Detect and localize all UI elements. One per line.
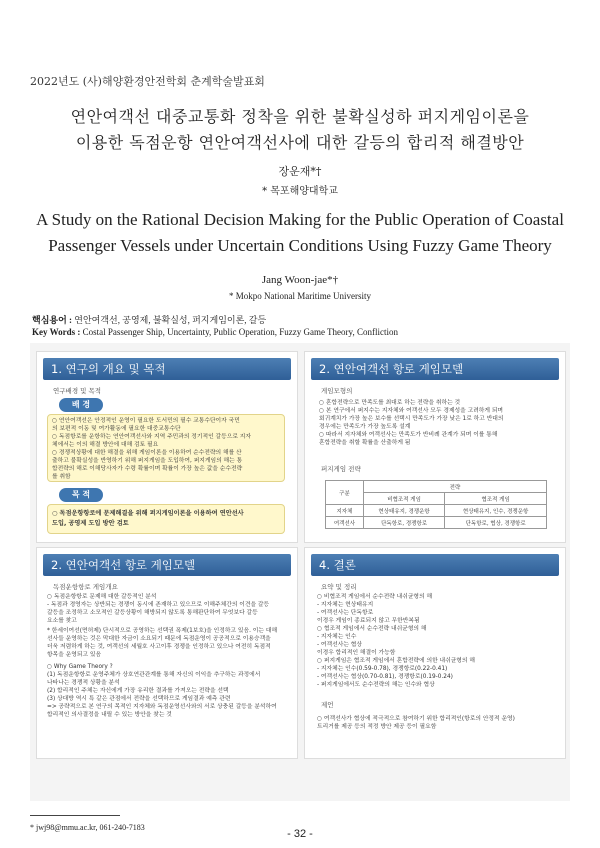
keywords-ko-label: 핵심용어 : [32,315,73,325]
text-line: 출하고 불확실성을 반영하기 위해 퍼지게임을 도입하여, 퍼지게임의 해는 통 [52,458,243,464]
panel-subheading: 게임모형의 [321,387,353,395]
panel-heading: 1. 연구의 개요 및 목적 [43,358,291,380]
table-col-header: 비협조적 게임 [363,493,444,505]
text-line: 나타나는 경쟁적 상황을 분석 [47,680,120,686]
korean-title-line2: 이용한 독점운항 연안여객선사에 대한 갈등의 합리적 해결방안 [75,133,525,152]
text-line: 경우에는 만족도가 가장 높도록 설계 [319,424,411,430]
text-line: ○ 독점운항항로 문제해 대한 갈등적인 분석 [47,594,157,600]
english-affiliation: * Mokpo National Maritime University [229,291,371,301]
poster-panel-intro [36,351,298,543]
text-line: - 여객선사는 협상(0.70-0.81), 경쟁항로(0.19-0.24) [317,674,453,680]
text-line: 도입, 공영제 도입 방안 검토 [52,520,129,527]
text-line: ○ 경쟁적상황에 대한 해결을 위해 게임이론을 이용하여 순수전략의 해를 산 [52,450,242,456]
table-group-header: 전략 [363,481,546,493]
table-cell: 현상태유지, 경쟁운항 [363,505,444,517]
text-line: ○ Why Game Theory ? [47,664,113,670]
footnote: * jwj98@mmu.ac.kr, 061-240-7183 [30,823,145,832]
text-line: - 지자체는 인수(0.59-0.78), 경쟁항로(0.22-0.41) [317,666,448,672]
text-line: ○ 따라서 지자체와 여객선사는 만족도가 반비례 관계가 되며 이를 통해 [319,432,498,438]
panel-subheading: 독점운항항로 게임개요 [53,583,118,591]
text-line: - 지자체는 인수 [317,634,357,640]
english-title-line1: A Study on the Rational Decision Making for the Public Operation of Coastal [36,210,564,229]
text-line: - 여객선사는 단독항로 [317,610,374,616]
text-line: 의 보편적 이동 및 여가활동에 필요한 대중교통수단 [52,426,181,432]
text-line: 합전략의 해로 이해당사자가 수령 확률이며 확률이 가장 높은 값을 순수전략 [52,466,243,472]
keywords-korean [32,313,266,326]
text-line: 더욱 저렴하게 하는 것, 여객선의 세월호 사고이후 경쟁을 인정하고 있으나 여전히 독점적 [47,644,271,650]
text-line: 이경우 합리적인 해결이 가능함 [317,650,396,656]
panel-subheading: 연구배경 및 목적 [53,387,102,395]
korean-title-line1: 연안여객선 대중교통화 정착을 위한 불확실성하 퍼지게임이론을 [70,107,530,126]
purpose-pill: 목 적 [59,488,103,502]
text-line: 회귀계치가 가장 높은 보수를 선택시 만족도가 가장 낮은 1로 하고 반대의 [319,416,504,422]
panel-subheading: 퍼지게임 전략 [321,465,361,473]
text-line: ○ 퍼지게임은 협조적 게임에서 혼합전략에 의한 내쉬균형의 해 [317,658,475,664]
text-line: * 한세이여선(면허제) 단시적으로 공영하는 선택권 폭제(1보호)을 인정하고 있음. 이는 대해 [47,628,278,634]
table-row-label: 여객선사 [326,517,364,529]
text-line: 이경우 게임이 종료되지 않고 무한반복됨 [317,618,420,624]
table-row-label: 지자체 [326,505,364,517]
text-line: 요소를 찾고 [47,618,77,624]
text-line: ○ 혼합전략으로 만족도를 최대로 하는 전략을 취하는 것 [319,400,461,406]
panel-subheading: 제언 [321,701,334,709]
poster-panel-game-model [304,351,566,543]
english-title-line2: Passenger Vessels under Uncertain Conditions Using Fuzzy Game Theory [48,236,552,255]
panel-heading: 2. 연안여객선 항로 게임모델 [311,358,559,380]
text-line: ○ 협조적 게임에서 순수전략 내쉬균형의 해 [317,626,427,632]
text-line: - 지자체는 현상태유지 [317,602,374,608]
table-cell: 단독항로, 경쟁항로 [363,517,444,529]
text-line: (3) 상대방 역시 특 같은 관점에서 전략을 선택하므로 게임결과 예측 관련 [47,696,231,702]
text-line: (1) 독점운항항로 운영주체가 상호연관관계를 통해 자신의 이익을 추구하는 과정에서 [47,672,261,678]
poster-panel-game-overview [36,547,298,759]
text-line: 합리적인 의사결정을 내릴 수 있는 방안을 찾는 것 [47,712,172,718]
text-line: - 퍼지게임에서도 순수전략의 해는 인수와 협상 [317,682,435,688]
text-line: 체에서는 이의 해결 방안에 대해 검토 필요 [52,442,159,448]
poster-panel-conclusion [304,547,566,759]
text-line: 선사들 운영하는 것은 막대한 자금이 소요되기 때문에 독점운영이 공공적으로 이용승객을 [47,636,271,642]
korean-affiliation: * 목포해양대학교 [262,186,338,197]
korean-author: 장운재*† [278,165,322,178]
panel-heading: 4. 결론 [311,554,559,576]
background-box [47,414,285,482]
table-col-header: 협조적 게임 [445,493,547,505]
text-line: ○ 독점운항항로에 문제해결을 위해 퍼지게임이론을 이용하여 연안선사 [52,510,244,517]
keywords-ko-text: 연안여객선, 공영제, 불확실성, 퍼지게임이론, 갈등 [74,315,267,325]
text-line: 항목을 운영되고 있음 [47,652,102,658]
keywords-english [32,327,398,337]
table-corner-label: 구분 [326,481,364,505]
text-line: ○ 연안여객선은 안정적인 운영이 필요한 도서민의 필수 교통수단이자 국민 [52,418,240,424]
background-pill: 배 경 [59,398,103,412]
text-line: (2) 합리적인 주체는 자신에게 가장 유리한 결과를 가져오는 전략을 선택 [47,688,229,694]
text-line: => 공략적으로 본 연구의 목적인 지자체와 독점운영선사와의 서로 상충된 갈등을 분석하여 [47,704,277,710]
poster-figure [30,343,570,801]
english-author: Jang Woon-jae*† [261,274,339,286]
text-line: ○ 여객선사가 협상에 적극적으로 참여하기 위한 합리적인(항로의 안정적 운영) [317,716,515,722]
panel-heading: 2. 연안여객선 항로 게임모델 [43,554,291,576]
table-cell: 단독항로, 협상, 경쟁항로 [445,517,547,529]
text-line: ○ 독점항로를 운항하는 연안여객선사와 지역 주민과의 정기적인 갈등으로 지자 [52,434,251,440]
text-line: - 여객선사는 협상 [317,642,362,648]
strategy-table [325,480,547,529]
text-line: ○ 비협조적 게임에서 순수전략 내쉬균형의 해 [317,594,433,600]
text-line: 갈등을 조정하고 소모적인 갈등상황이 해방되지 않도록 통해판단하여 무엇보다 갈등 [47,610,258,616]
table-cell: 현상태유지, 인수, 경쟁운항 [445,505,547,517]
conference-header: 2022년도 (사)해양환경안전학회 춘계학술발표회 [30,75,265,88]
text-line: 트리거를 제공 등의 적정 방안 제공 등이 필요함 [317,724,437,730]
text-line: 를 취함 [52,474,71,480]
keywords-en-label: Key Words : [32,327,81,337]
page-number: - 32 - [287,828,313,840]
text-line: - 독점과 경영자는 상반되는 경쟁이 동시에 존재하고 있으므로 이해주체간의 이견을 갈등 [47,602,270,608]
keywords-en-text: Costal Passenger Ship, Uncertainty, Public Operation, Fuzzy Game Theory, Confliction [82,327,398,337]
text-line: 혼합전략을 취할 확률을 산출하게 됨 [319,440,411,446]
footnote-rule [30,815,120,816]
purpose-box [47,504,285,534]
panel-subheading: 요약 및 정리 [321,583,357,591]
text-line: ○ 본 연구에서 퍼지수는 지자체와 여객선사 모두 경제성을 고려하게 되며 [319,408,504,414]
